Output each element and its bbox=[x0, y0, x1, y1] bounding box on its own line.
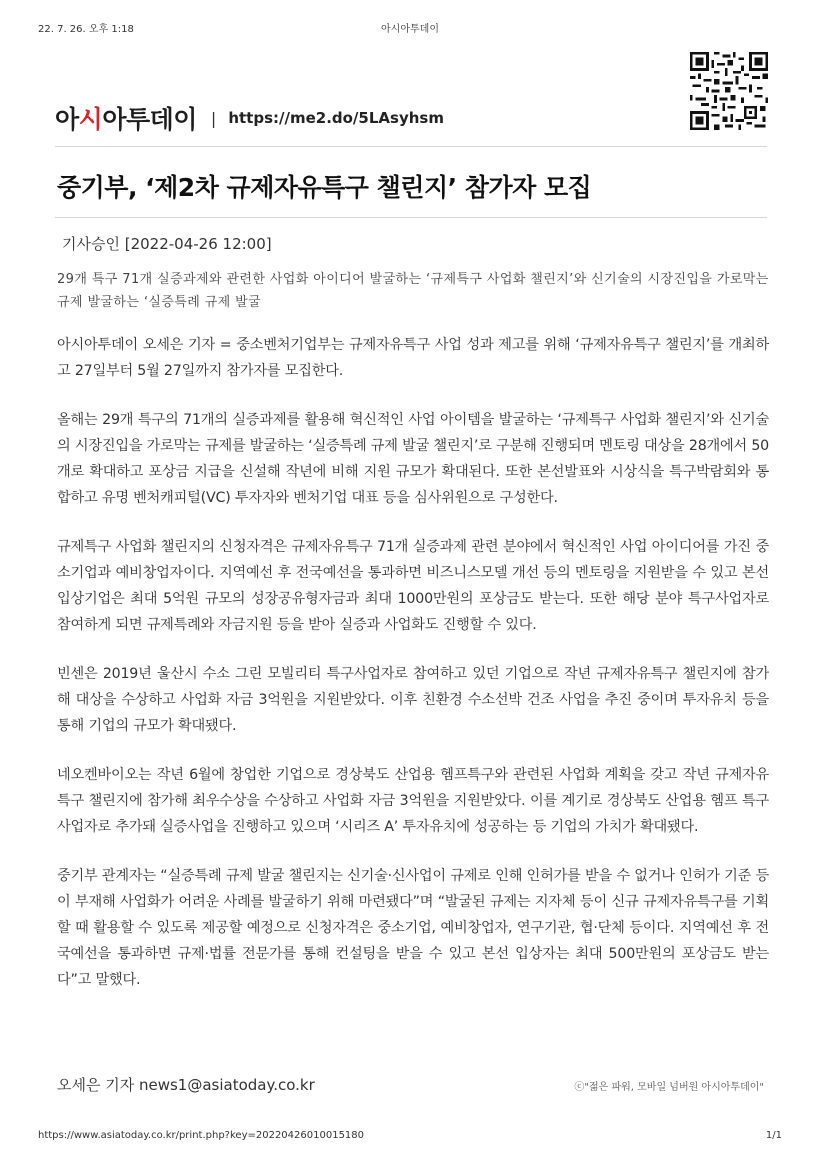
asiatoday-logo: 아시아투데이 bbox=[55, 105, 197, 134]
page-number: 1/1 bbox=[765, 1130, 782, 1141]
brand-separator: | bbox=[210, 108, 217, 128]
short-url-link[interactable]: https://me2.do/5LAsyhsm bbox=[228, 109, 444, 127]
article-approved-date: 기사승인 [2022-04-26 12:00] bbox=[62, 235, 272, 253]
article-paragraph: 네오켄바이오는 작년 6월에 창업한 기업으로 경상북도 산업용 헴프특구와 관련된 사업화 계획을 갖고 작년 규제자유특구 챌린지에 참가해 최우수상을 수상하고 사업화 자금 3억원을 지원받았다. 이를 계기로 경상북도 산업용 헴프 특구사업자로 추가돼 실증사업을 진행하고 있으며 ‘시리즈 A’ 투자유치에 성공하는 등 기업의 가치가 확대됐다. bbox=[57, 767, 769, 835]
print-site-title: 아시아투데이 bbox=[381, 24, 439, 35]
article-title: 중기부, ‘제2차 규제자유특구 챌린지’ 참가자 모집 bbox=[57, 173, 592, 202]
article-paragraph: 아시아투데이 오세은 기자 = 중소벤처기업부는 규제자유특구 사업 성과 제고를 위해 ‘규제자유특구 챌린지’를 개최하고 27일부터 5월 27일까지 참가자를 모집한다. bbox=[57, 337, 769, 379]
article-subtitle: 29개 특구 71개 실증과제와 관련한 사업화 아이디어 발굴하는 ‘규제특구 사업화 챌린지’와 신기술의 시장진입을 가로막는 규제 발굴하는 ‘실증특례 규제 발굴 bbox=[57, 272, 769, 310]
article-byline: 오세은 기자 news1@asiatoday.co.kr bbox=[57, 1076, 315, 1094]
article-paragraph: 빈센은 2019년 울산시 수소 그린 모빌리티 특구사업자로 참여하고 있던 기업으로 작년 규제자유특구 챌린지에 참가해 대상을 수상하고 사업화 자금 3억원을 지원받았다. 이후 친환경 수소선박 건조 사업을 추진 중이며 투자유치 등을 통해 기업의 규모가 확대됐다. bbox=[57, 666, 769, 734]
article-paragraph: 올해는 29개 특구의 71개의 실증과제를 활용해 혁신적인 사업 아이템을 발굴하는 ‘규제특구 사업화 챌린지’와 신기술의 시장진입을 가로막는 규제를 발굴하는 ‘실증특례 규제 발굴 챌린지’로 구분해 진행되며 멘토링 대상을 28개에서 50개로 확대하고 포상금 지급을 신설해 작년에 비해 지원 규모가 확대된다. 또한 본선발표와 시상식을 특구박람회와 통합하고 유명 벤처캐피털(VC) 투자자와 벤처기업 대표 등을 심사위원으로 구성한다. bbox=[57, 412, 769, 506]
title-divider bbox=[55, 217, 767, 218]
header-divider bbox=[55, 146, 767, 147]
article-copyright: ⓒ"젊은 파워, 모바일 넘버원 아시아투데이" bbox=[574, 1082, 764, 1093]
article-paragraph: 중기부 관계자는 “실증특례 규제 발굴 챌린지는 신기술·신사업이 규제로 인해 인허가를 받을 수 없거나 인허가 기준 등이 부재해 사업화가 어려운 사례를 발굴하기 위해 마련됐다”며 “발굴된 규제는 지자체 등이 신규 규제자유특구를 기획할 때 활용할 수 있도록 제공할 예정으로 신청자격은 중소기업, 예비창업자, 연구기관, 협·단체 등이다. 지역예선 후 전국예선을 통과하면 규제·법률 전문가를 통해 컨설팅을 받을 수 있고 본선 입상자는 최대 500만원의 포상금도 받는다”고 말했다. bbox=[57, 868, 769, 988]
print-url: https://www.asiatoday.co.kr/print.php?key=20220426010015180 bbox=[38, 1130, 365, 1141]
article-paragraph: 규제특구 사업화 챌린지의 신청자격은 규제자유특구 71개 실증과제 관련 분야에서 혁신적인 사업 아이디어를 가진 중소기업과 예비창업자이다. 지역예선 후 전국예선을 통과하면 비즈니스모델 개선 등의 멘토링을 지원받을 수 있고 본선 입상기업은 최대 5억원 규모의 성장공유형자금과 최대 1000만원의 포상금도 받는다. 또한 해당 분야 특구사업자로 참여하게 되면 규제특례와 자금지원 등을 받아 실증과 사업화도 진행할 수 있다. bbox=[57, 539, 769, 633]
brand-bar bbox=[55, 100, 444, 136]
qr-code-icon bbox=[690, 52, 768, 130]
print-datetime: 22. 7. 26. 오후 1:18 bbox=[38, 24, 134, 35]
article-body bbox=[57, 332, 769, 1016]
